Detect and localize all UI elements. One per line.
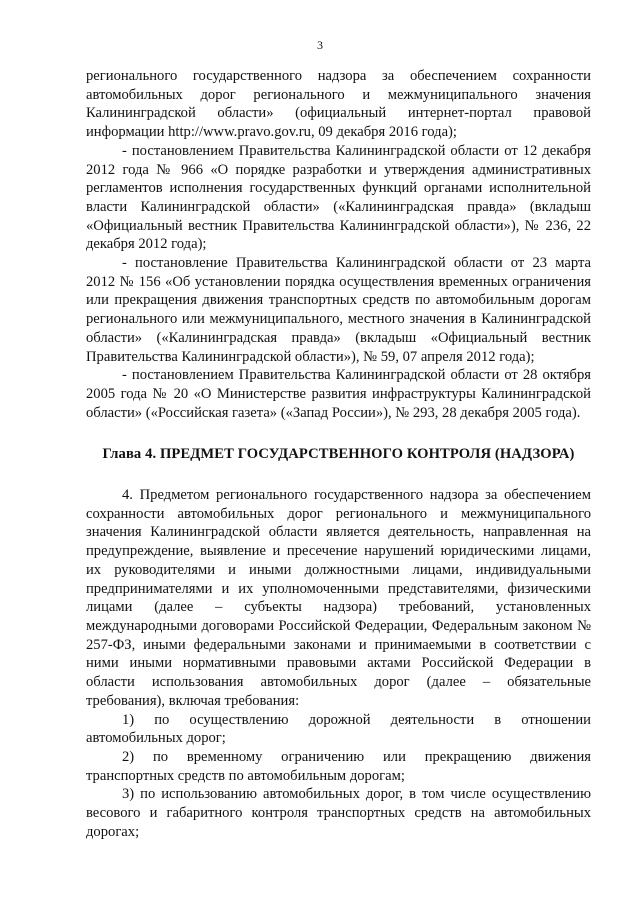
paragraph: - постановлением Правительства Калининградской области от 12 декабря 2012 года № 966 «О порядке разработки и утверждения административных регламентов исполнения государственных функций органами исполнительной власти Калининградской области» («Калининградская правда» (вкладыш «Официальный вестник Правительства Калининградской области»), № 236, 22 декабря 2012 года); — [86, 142, 591, 253]
list-item: 3) по использованию автомобильных дорог, в том числе осуществлению весового и габаритного контроля транспортных средств на автомобильных дорогах; — [86, 786, 591, 840]
chapter-heading: Глава 4. ПРЕДМЕТ ГОСУДАРСТВЕННОГО КОНТРОЛЯ (НАДЗОРА) — [102, 446, 575, 463]
page-number: 3 — [317, 38, 323, 52]
list-item: 2) по временному ограничению или прекращению движения транспортных средств по автомобильным дорогам; — [86, 748, 591, 784]
list-item: 1) по осуществлению дорожной деятельности в отношении автомобильных дорог; — [86, 711, 591, 747]
document-body — [86, 67, 591, 841]
paragraph: регионального государственного надзора за обеспечением сохранности автомобильных дорог регионального и межмуниципального значения Калининградской области» (официальный интернет-портал правовой информации http://www.pravo.gov.ru, 09 декабря 2016 года); — [86, 68, 591, 141]
paragraph: 4. Предметом регионального государственного надзора за обеспечением сохранности автомобильных дорог регионального и межмуниципального значения Калининградской области является деятельность, направленная на предупреждение, выявление и пресечение нарушений юридическими лицами, их руководителями и иными должностными лицами, индивидуальными предпринимателями и их уполномоченными представителями, физическими лицами (далее – субъекты надзора) требований, установленных международными договорами Российской Федерации, Федеральным законом № 257-ФЗ, иными федеральными законами и принимаемыми в соответствии с ними иными нормативными правовыми актами Российской Федерации в области использования автомобильных дорог (далее – обязательные требования), включая требования: — [86, 487, 591, 709]
paragraph: - постановлением Правительства Калининградской области от 28 октября 2005 года № 20 «О Министерстве развития инфраструктуры Калининградской области» («Российская газета» («Запад России»), № 293, 28 декабря 2005 года). — [86, 367, 591, 421]
paragraph: - постановление Правительства Калининградской области от 23 марта 2012 № 156 «Об установлении порядка осуществления временных ограничения или прекращения движения транспортных средств по автомобильным дорогам регионального или межмуниципального, местного значения в Калининградской области» («Калининградская правда» (вкладыш «Официальный вестник Правительства Калининградской области»), № 59, 07 апреля 2012 года); — [86, 255, 591, 365]
